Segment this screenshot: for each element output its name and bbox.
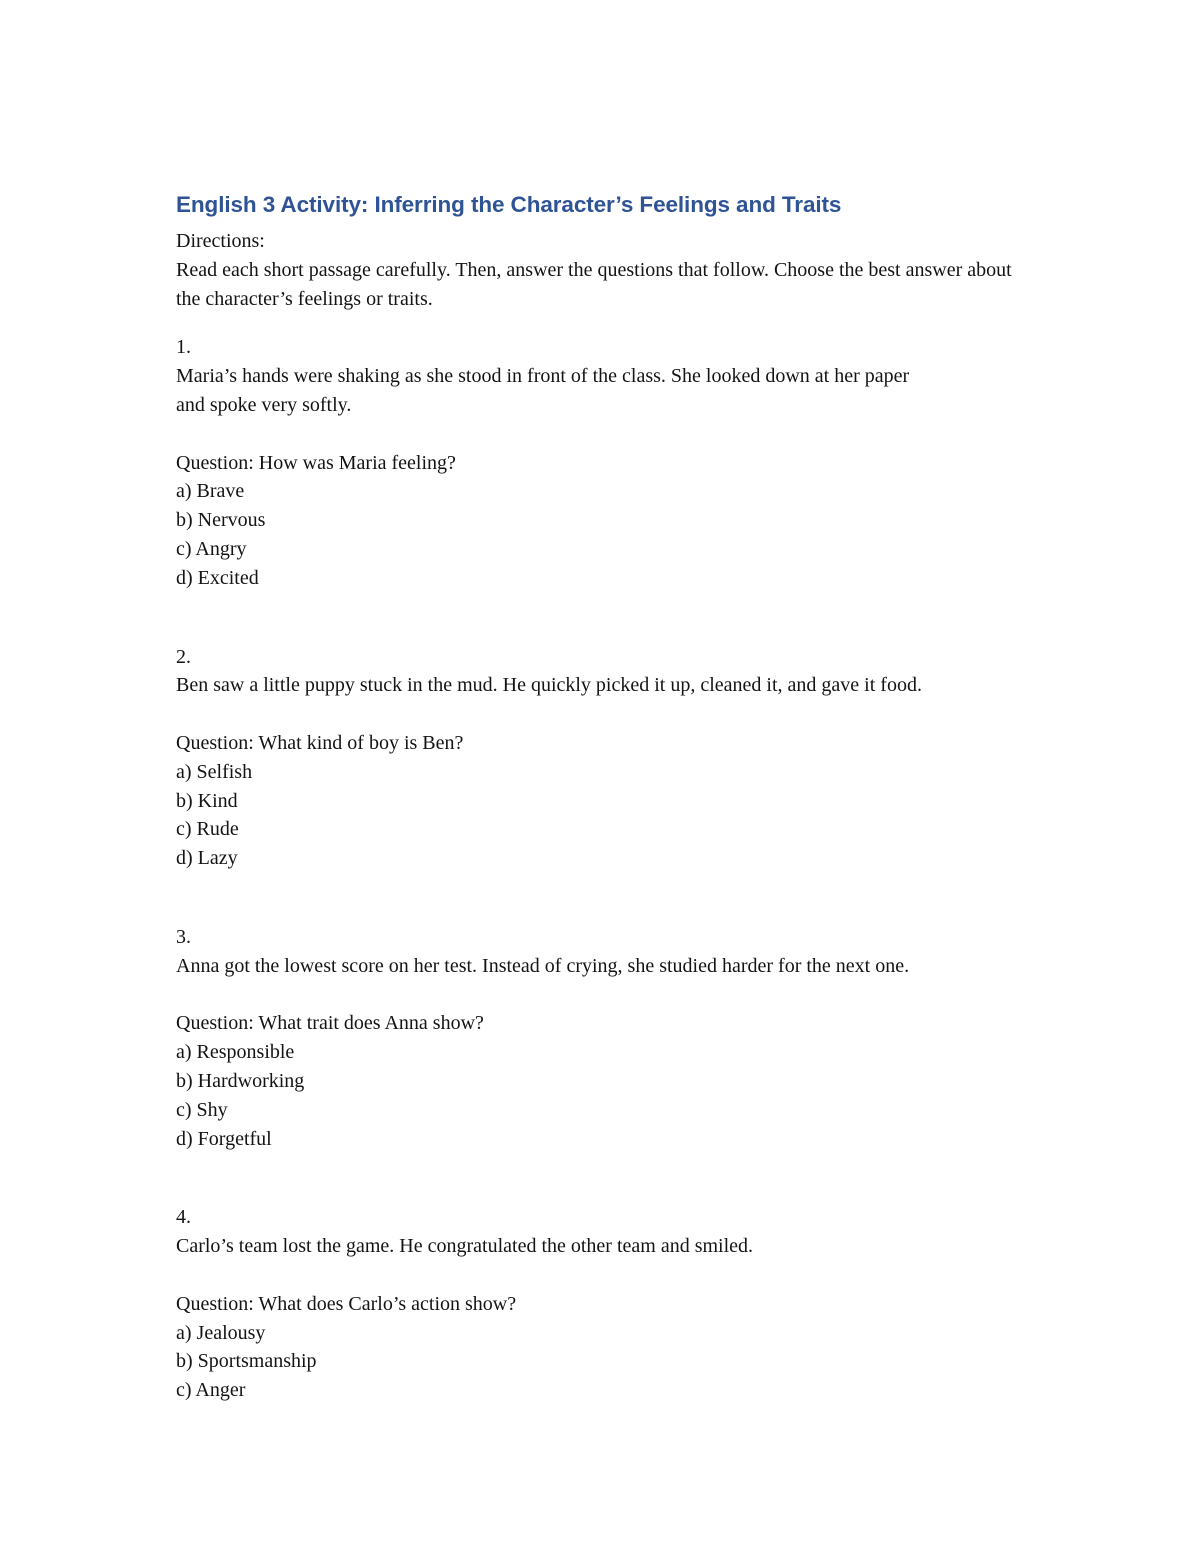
answer-option: c) Rude [176,818,239,841]
answer-option: c) Anger [176,1379,246,1402]
answer-option: b) Hardworking [176,1069,305,1092]
item-number: 3. [176,925,191,948]
question-text: Question: What kind of boy is Ben? [176,731,464,754]
question-text: Question: How was Maria feeling? [176,451,456,474]
answer-option: d) Forgetful [176,1127,272,1150]
directions-text: Read each short passage carefully. Then, answer the questions that follow. Choose the best answer about the character’s feelings or traits. [176,258,1012,310]
answer-option: d) Excited [176,566,259,589]
answer-option: a) Jealousy [176,1321,266,1344]
directions-label: Directions: [176,230,265,252]
passage-text: Ben saw a little puppy stuck in the mud. He quickly picked it up, cleaned it, and gave it food. [176,674,922,697]
answer-option: b) Sportsmanship [176,1350,317,1373]
passage-text: and spoke very softly. [176,393,352,416]
question-text: Question: What trait does Anna show? [176,1012,484,1035]
answer-option: c) Angry [176,537,247,560]
passage-text: Anna got the lowest score on her test. Instead of crying, she studied harder for the next one. [176,954,910,977]
document-page [176,189,1036,1405]
question-item-2 [176,643,1036,873]
item-number: 4. [176,1206,191,1229]
answer-option: b) Nervous [176,509,266,532]
passage-text: Carlo’s team lost the game. He congratulated the other team and smiled. [176,1235,754,1258]
item-number: 2. [176,645,191,668]
document-title: English 3 Activity: Inferring the Character’s Feelings and Traits [176,192,842,217]
question-item-4 [176,1203,1036,1405]
answer-option: b) Kind [176,789,238,812]
question-item-3 [176,923,1036,1153]
answer-option: d) Lazy [176,847,238,870]
question-item-1 [176,333,1036,592]
passage-text: Maria’s hands were shaking as she stood in front of the class. She looked down at her paper [176,365,910,388]
answer-option: c) Shy [176,1098,228,1121]
answer-option: a) Brave [176,480,245,503]
answer-option: a) Responsible [176,1041,295,1064]
item-number: 1. [176,336,191,359]
answer-option: a) Selfish [176,760,253,783]
question-text: Question: What does Carlo’s action show? [176,1292,517,1315]
